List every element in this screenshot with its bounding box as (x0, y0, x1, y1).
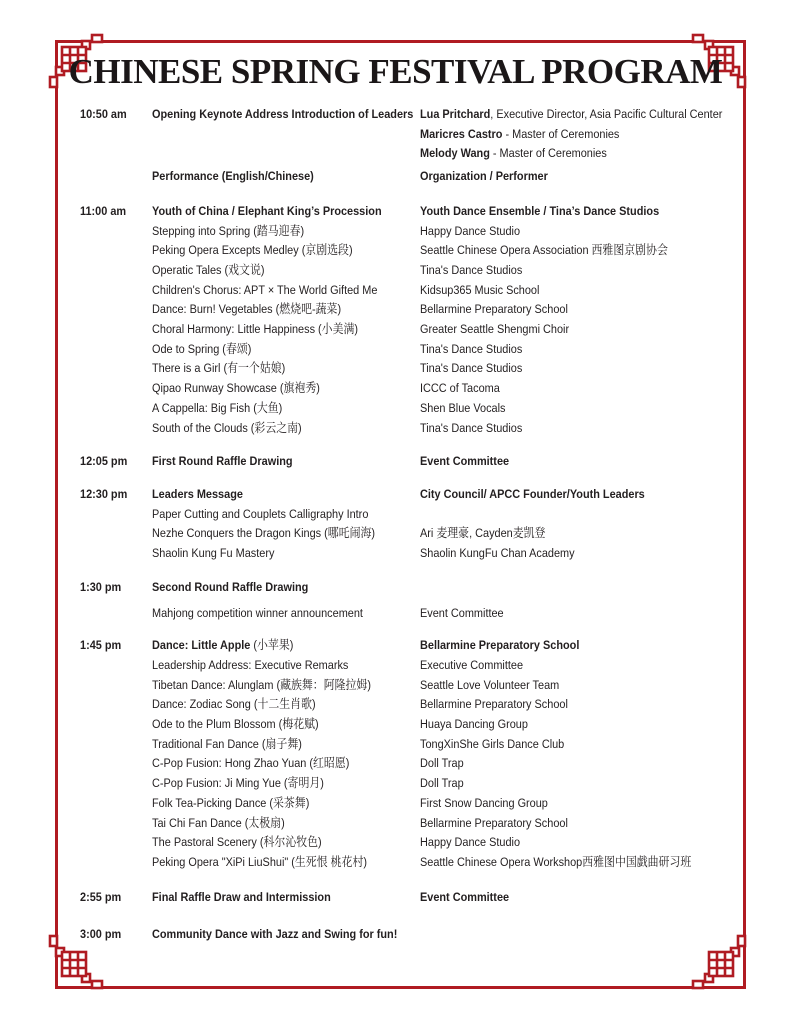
event-cell: Dance: Little Apple (小苹果) (152, 638, 294, 653)
event-cell: C-Pop Fusion: Ji Ming Yue (寄明月) (152, 776, 324, 791)
time-cell (80, 853, 152, 873)
time-cell (80, 379, 152, 399)
event-cell: Paper Cutting and Couplets Calligraphy Intro (152, 506, 369, 521)
program-row (80, 300, 740, 320)
program-row (80, 505, 740, 525)
time-cell (80, 715, 152, 735)
time-cell (80, 359, 152, 379)
organization-cell: Event Committee (420, 606, 504, 621)
program-row (80, 695, 740, 715)
time-cell (80, 419, 152, 439)
time-cell (80, 281, 152, 301)
organization-cell (420, 578, 740, 598)
organization-cell: Tina's Dance Studios (420, 420, 523, 435)
event-cell: Tai Chi Fan Dance (太极扇) (152, 815, 285, 830)
time-cell (80, 320, 152, 340)
organization-cell: Bellarmine Preparatory School (420, 815, 568, 830)
time-cell (80, 735, 152, 755)
program-row (80, 281, 740, 301)
event-cell: Second Round Raffle Drawing (152, 579, 309, 594)
time-cell (80, 833, 152, 853)
program-row (80, 379, 740, 399)
event-cell: South of the Clouds (彩云之南) (152, 420, 302, 435)
event-cell: Traditional Fan Dance (扇子舞) (152, 736, 302, 751)
time-cell (80, 656, 152, 676)
program-row (80, 419, 740, 439)
program-row (80, 241, 740, 261)
time-cell (80, 754, 152, 774)
organization-cell: Doll Trap (420, 776, 464, 791)
time-cell (80, 241, 152, 261)
event-cell: Folk Tea-Picking Dance (采茶舞) (152, 795, 310, 810)
organization-cell: Shen Blue Vocals (420, 400, 506, 415)
event-cell: Peking Opera Excepts Medley (京剧选段) (152, 243, 353, 258)
organization-cell: Youth Dance Ensemble / Tina’s Dance Studios (420, 203, 660, 218)
event-cell: Stepping into Spring (踏马迎春) (152, 223, 305, 238)
event-cell: Mahjong competition winner announcement (152, 606, 363, 621)
event-cell: Peking Opera "XiPi LiuShui" (生死恨 桃花村) (152, 854, 367, 869)
program-row (80, 320, 740, 340)
organization-cell: Seattle Chinese Opera Association 西雅图京剧协会 (420, 243, 668, 258)
program-row (80, 544, 740, 564)
program-row (80, 202, 740, 222)
time-cell: 1:30 pm (80, 579, 122, 594)
event-cell: Leaders Message (152, 486, 243, 501)
program-row (80, 524, 740, 544)
program-row (80, 735, 740, 755)
organization-cell: Maricres Castro - Master of Ceremonies (420, 126, 620, 141)
organization-cell: Lua Pritchard, Executive Director, Asia Pacific Cultural Center (420, 107, 723, 121)
organization-cell: ICCC of Tacoma (420, 381, 500, 396)
time-cell (80, 261, 152, 281)
organization-cell: Tina's Dance Studios (420, 262, 523, 277)
time-cell (80, 814, 152, 834)
organization-cell: Event Committee (420, 889, 510, 904)
time-cell: 12:05 pm (80, 454, 128, 469)
time-cell: 2:55 pm (80, 889, 122, 904)
program-row (80, 925, 740, 945)
program-row (80, 604, 740, 624)
organization-cell: Melody Wang - Master of Ceremonies (420, 146, 607, 161)
organization-cell: Greater Seattle Shengmi Choir (420, 322, 570, 337)
organization-cell: Executive Committee (420, 657, 524, 672)
organization-cell: TongXinShe Girls Dance Club (420, 736, 565, 751)
time-cell (80, 524, 152, 544)
time-cell (80, 167, 152, 187)
program-row (80, 125, 740, 145)
time-cell (80, 604, 152, 624)
event-cell (152, 125, 420, 145)
program-schedule (80, 105, 740, 945)
event-cell: Performance (English/Chinese) (152, 169, 314, 184)
organization-cell: Kidsup365 Music School (420, 282, 540, 297)
event-cell: Operatic Tales (戏文说) (152, 262, 265, 277)
event-cell: Nezhe Conquers the Dragon Kings (哪吒闹海) (152, 526, 376, 541)
organization-cell: Seattle Love Volunteer Team (420, 677, 560, 692)
program-row (80, 167, 740, 187)
event-cell: C-Pop Fusion: Hong Zhao Yuan (红昭愿) (152, 756, 350, 771)
organization-cell: Happy Dance Studio (420, 835, 521, 850)
organization-cell: Ari 麦理豪, Cayden麦凯登 (420, 526, 546, 541)
organization-cell: Bellarmine Preparatory School (420, 697, 568, 712)
event-cell: Ode to Spring (春颂) (152, 341, 252, 356)
organization-cell: First Snow Dancing Group (420, 795, 548, 810)
organization-cell: Seattle Chinese Opera Workshop西雅图中国戯曲研习班 (420, 854, 692, 869)
organization-cell: Doll Trap (420, 756, 464, 771)
time-cell (80, 794, 152, 814)
program-row (80, 261, 740, 281)
event-cell: Dance: Burn! Vegetables (燃烧吧-蔬菜) (152, 302, 342, 317)
event-cell: Opening Keynote Address Introduction of Leaders (152, 107, 414, 121)
program-row (80, 578, 740, 598)
program-row (80, 359, 740, 379)
organization-cell: Tina's Dance Studios (420, 341, 523, 356)
time-cell (80, 676, 152, 696)
program-row (80, 105, 740, 125)
event-cell: Choral Harmony: Little Happiness (小美满) (152, 322, 359, 337)
time-cell (80, 340, 152, 360)
program-row (80, 833, 740, 853)
time-cell (80, 125, 152, 145)
program-row (80, 399, 740, 419)
time-cell (80, 222, 152, 242)
organization-cell: Happy Dance Studio (420, 223, 521, 238)
program-row (80, 144, 740, 164)
organization-cell (420, 505, 740, 525)
time-cell: 10:50 am (80, 107, 127, 121)
program-row (80, 656, 740, 676)
organization-cell: Event Committee (420, 454, 510, 469)
event-cell: Community Dance with Jazz and Swing for fun! (152, 927, 398, 942)
event-cell: Qipao Runway Showcase (旗袍秀) (152, 381, 320, 396)
time-cell: 1:45 pm (80, 638, 122, 653)
time-cell (80, 144, 152, 164)
organization-cell: Bellarmine Preparatory School (420, 302, 568, 317)
program-row (80, 222, 740, 242)
program-row (80, 485, 740, 505)
event-cell: Shaolin Kung Fu Mastery (152, 546, 275, 561)
time-cell (80, 505, 152, 525)
event-cell: A Cappella: Big Fish (大鱼) (152, 400, 283, 415)
event-cell: Tibetan Dance: Alunglam (藏族舞：阿隆拉姆) (152, 677, 371, 692)
event-cell: The Pastoral Scenery (科尔沁牧色) (152, 835, 322, 850)
event-cell: Youth of China / Elephant King’s Procession (152, 203, 382, 218)
event-cell: Children's Chorus: APT × The World Gifted Me (152, 282, 378, 297)
program-row (80, 888, 740, 908)
organization-cell: Organization / Performer (420, 169, 548, 184)
program-row (80, 794, 740, 814)
event-cell (152, 144, 420, 164)
time-cell: 11:00 am (80, 203, 127, 218)
event-cell: Ode to the Plum Blossom (梅花赋) (152, 716, 319, 731)
organization-cell: Shaolin KungFu Chan Academy (420, 546, 575, 561)
time-cell: 12:30 pm (80, 486, 128, 501)
event-cell: Final Raffle Draw and Intermission (152, 889, 331, 904)
page-title: CHINESE SPRING FESTIVAL PROGRAM (68, 52, 723, 91)
program-row (80, 636, 740, 656)
program-row (80, 853, 740, 873)
time-cell: 3:00 pm (80, 927, 122, 942)
organization-cell: Bellarmine Preparatory School (420, 638, 580, 653)
program-row (80, 814, 740, 834)
time-cell (80, 544, 152, 564)
program-row (80, 774, 740, 794)
time-cell (80, 399, 152, 419)
event-cell: There is a Girl (有一个姑娘) (152, 361, 286, 376)
organization-cell (420, 925, 740, 945)
event-cell: Dance: Zodiac Song (十二生肖歌) (152, 697, 316, 712)
time-cell (80, 774, 152, 794)
time-cell (80, 695, 152, 715)
event-cell: Leadership Address: Executive Remarks (152, 657, 349, 672)
organization-cell: City Council/ APCC Founder/Youth Leaders (420, 486, 645, 501)
time-cell (80, 300, 152, 320)
program-row (80, 754, 740, 774)
event-cell: First Round Raffle Drawing (152, 454, 293, 469)
program-row (80, 452, 740, 472)
program-row (80, 340, 740, 360)
organization-cell: Huaya Dancing Group (420, 716, 528, 731)
program-row (80, 715, 740, 735)
program-row (80, 676, 740, 696)
organization-cell: Tina's Dance Studios (420, 361, 523, 376)
